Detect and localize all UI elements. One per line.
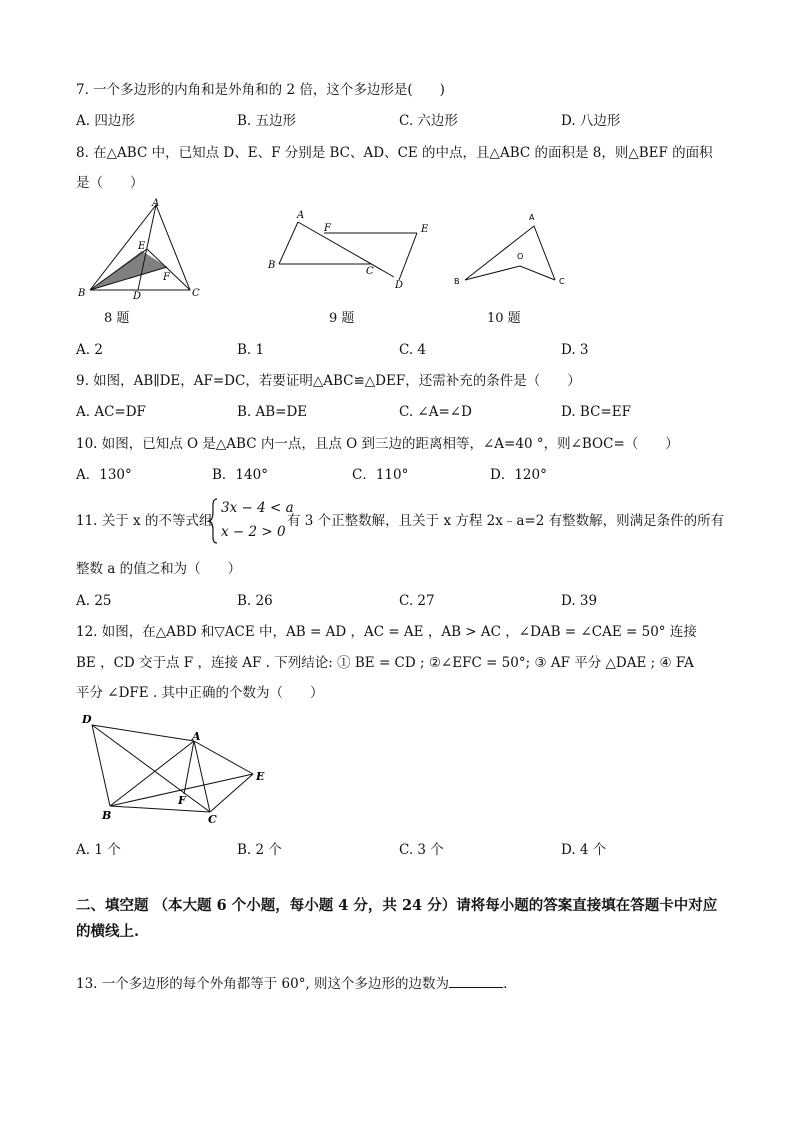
q9-option-c: C. ∠A=∠D	[399, 404, 472, 420]
fig9-label-a: A	[297, 210, 305, 221]
fig8-label-f: F	[163, 272, 170, 283]
q11-stem-line2: 整数 a 的值之和为（ ）	[76, 561, 242, 577]
fig9-label-c: C	[366, 266, 374, 277]
figure-10	[450, 208, 580, 296]
figure-8	[72, 196, 212, 306]
q9-option-d: D. BC=EF	[561, 404, 631, 420]
q8-caption-fig9: 9 题	[329, 311, 355, 326]
q12-stem-line2: BE ，CD 交于点 F ，连接 AF . 下列结论: ① BE = CD ; ②∠EFC = 50°; ③ AF 平分 △DAE ; ④ FA	[76, 655, 694, 671]
fig10-label-a: A	[529, 213, 535, 222]
q10-option-d: D．120°	[490, 467, 547, 483]
fig12-label-e: E	[256, 770, 265, 783]
fig8-label-a: A	[152, 198, 160, 209]
q12-stem-line3: 平分 ∠DFE . 其中正确的个数为（ ）	[76, 685, 324, 701]
q9-stem: 9. 如图，AB∥DE，AF=DC，若要证明△ABC≌△DEF，还需补充的条件是（ ）	[76, 373, 581, 389]
q10-option-b: B．140°	[212, 467, 268, 483]
fig12-label-a: A	[192, 730, 201, 743]
q10-option-a: A．130°	[76, 467, 132, 483]
q11-stem-before: 11. 关于 x 的不等式组	[76, 513, 213, 529]
fig8-label-c: C	[192, 288, 200, 299]
figure-12	[76, 710, 276, 830]
q12-stem-line1: 12. 如图，在△ABD 和▽ACE 中，AB = AD ，AC = AE ，AB > AC ，∠DAB = ∠CAE = 50° 连接	[76, 624, 697, 640]
q7-option-b: B. 五边形	[237, 113, 297, 129]
q8-stem-line2: 是（ ）	[76, 175, 144, 191]
q13-stem-row	[76, 974, 507, 993]
fig12-label-f: F	[178, 794, 186, 807]
fig8-label-e: E	[138, 241, 146, 252]
q12-option-a: A. 1 个	[76, 842, 121, 858]
q8-caption-fig10: 10 题	[487, 311, 521, 326]
fig9-label-b: B	[268, 260, 276, 271]
q11-stem-after: 有 3 个正整数解，且关于 x 方程 2x﹣a=2 有整数解，则满足条件的所有	[287, 513, 725, 529]
q13-tail: .	[503, 976, 508, 992]
q12-option-b: B. 2 个	[237, 842, 282, 858]
q11-option-b: B. 26	[237, 593, 273, 609]
inequality-system	[207, 497, 294, 545]
q11-option-d: D. 39	[561, 593, 598, 609]
q7-option-c: C. 六边形	[399, 113, 458, 129]
q12-option-d: D. 4 个	[561, 842, 607, 858]
q8-caption-fig8: 8 题	[104, 311, 130, 326]
q12-option-c: C. 3 个	[399, 842, 444, 858]
q7-option-d: D. 八边形	[561, 113, 621, 129]
q10-option-c: C．110°	[352, 467, 409, 483]
section-2-heading: 二、填空题 （本大题 6 个小题，每小题 4 分，共 24 分）请将每小题的答案直接填在答题卡中对应的横线上.	[76, 897, 718, 940]
q8-option-a: A. 2	[76, 342, 103, 358]
fig12-label-c: C	[208, 813, 217, 826]
q13-answer-blank[interactable]	[449, 974, 503, 988]
q13-stem: 13. 一个多边形的每个外角都等于 60°, 则这个多边形的边数为	[76, 976, 450, 992]
q11-option-c: C. 27	[399, 593, 435, 609]
q8-option-c: C. 4	[399, 342, 427, 358]
q8-option-d: D. 3	[561, 342, 589, 358]
fig8-label-b: B	[78, 288, 86, 299]
fig10-label-b: B	[454, 277, 460, 286]
fig12-label-b: B	[102, 809, 112, 822]
fig12-label-d: D	[82, 713, 92, 726]
q7-stem: 7. 一个多边形的内角和是外角和的 2 倍，这个多边形是( )	[76, 82, 445, 98]
system-line-2: x − 2 > 0	[221, 524, 286, 540]
fig10-label-o: O	[517, 252, 524, 261]
system-line-1: 3x − 4 < a	[221, 500, 294, 516]
q9-option-b: B. AB=DE	[237, 404, 308, 420]
fig8-label-d: D	[133, 291, 142, 302]
q8-option-b: B. 1	[237, 342, 265, 358]
fig10-label-c: C	[559, 277, 565, 286]
q7-option-a: A. 四边形	[76, 113, 135, 129]
q9-option-a: A. AC=DF	[76, 404, 146, 420]
q8-stem-line1: 8. 在△ABC 中，已知点 D、E、F 分别是 BC、AD、CE 的中点，且△ABC 的面积是 8，则△BEF 的面积	[76, 145, 713, 161]
figure-9	[262, 208, 442, 293]
fig9-label-f: F	[324, 223, 331, 234]
q11-option-a: A. 25	[76, 593, 112, 609]
q10-stem: 10. 如图，已知点 O 是△ABC 内一点，且点 O 到三边的距离相等，∠A=40 °，则∠BOC=（ ）	[76, 436, 679, 452]
left-brace-icon	[207, 497, 219, 545]
fig9-label-d: D	[395, 280, 404, 291]
fig9-label-e: E	[421, 224, 429, 235]
